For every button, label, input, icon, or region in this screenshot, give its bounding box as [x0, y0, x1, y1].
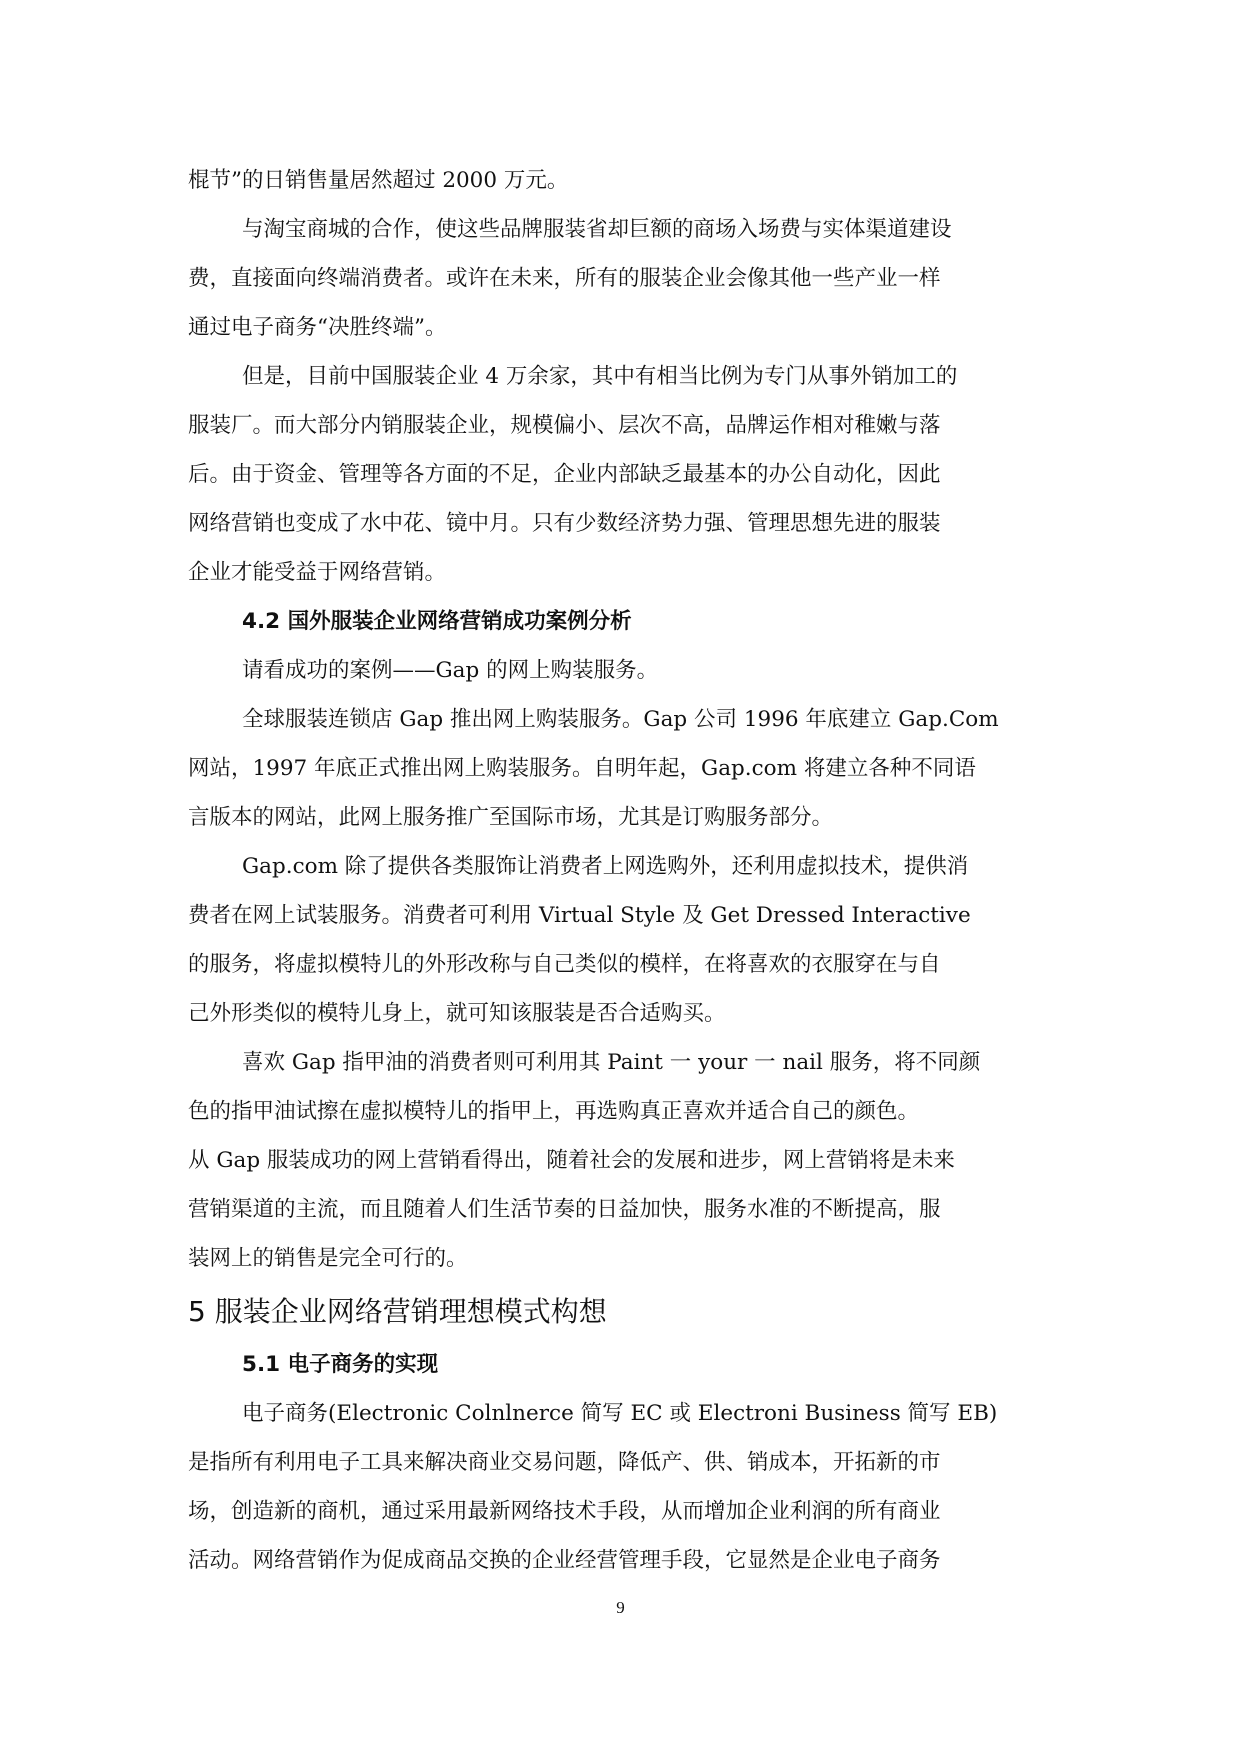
paragraph	[188, 352, 1072, 597]
paragraph	[188, 205, 1072, 352]
text-line: 电子商务(Electronic Colnlnerce 简写 EC 或 Electroni Business 简写 EB)	[242, 1401, 998, 1426]
text-line: 活动。网络营销作为促成商品交换的企业经营管理手段，它显然是企业电子商务	[188, 1548, 941, 1573]
paragraph	[188, 1038, 1072, 1283]
text-line: 营销渠道的主流，而且随着人们生活节奏的日益加快，服务水准的不断提高，服	[188, 1197, 941, 1222]
text-line: 服装厂。而大部分内销服装企业，规模偏小、层次不高，品牌运作相对稚嫩与落	[188, 413, 941, 438]
paragraph	[188, 646, 1072, 695]
text-line: 全球服装连锁店 Gap 推出网上购装服务。Gap 公司 1996 年底建立 Gap.Com	[242, 707, 999, 732]
section-heading: 5.1 电子商务的实现	[242, 1352, 439, 1377]
text-line: 网络营销也变成了水中花、镜中月。只有少数经济势力强、管理思想先进的服装	[188, 511, 941, 536]
paragraph	[188, 156, 1072, 205]
text-line: 的服务，将虚拟模特儿的外形改称与自己类似的模样，在将喜欢的衣服穿在与自	[188, 952, 941, 977]
text-line: 装网上的销售是完全可行的。	[188, 1246, 468, 1271]
text-line: 请看成功的案例——Gap 的网上购装服务。	[242, 658, 659, 683]
text-line: 企业才能受益于网络营销。	[188, 560, 447, 585]
text-line: 后。由于资金、管理等各方面的不足，企业内部缺乏最基本的办公自动化，因此	[188, 462, 941, 487]
text-line: 从 Gap 服装成功的网上营销看得出，随着社会的发展和进步，网上营销将是未来	[188, 1148, 955, 1173]
text-line: 是指所有利用电子工具来解决商业交易问题，降低产、供、销成本，开拓新的市	[188, 1450, 941, 1475]
text-line: Gap.com 除了提供各类服饰让消费者上网选购外，还利用虚拟技术，提供消	[242, 854, 969, 879]
text-line: 费者在网上试装服务。消费者可利用 Virtual Style 及 Get Dressed Interactive	[188, 903, 971, 928]
section-heading: 4.2 国外服装企业网络营销成功案例分析	[242, 609, 632, 634]
document-body	[188, 156, 1072, 1585]
text-line: 与淘宝商城的合作，使这些品牌服装省却巨额的商场入场费与实体渠道建设	[242, 217, 952, 242]
text-line: 棍节”的日销售量居然超过 2000 万元。	[188, 168, 569, 193]
text-line: 网站，1997 年底正式推出网上购装服务。自明年起，Gap.com 将建立各种不同语	[188, 756, 976, 781]
text-line: 费，直接面向终端消费者。或许在未来，所有的服装企业会像其他一些产业一样	[188, 266, 941, 291]
text-line: 己外形类似的模特儿身上，就可知该服装是否合适购买。	[188, 1001, 726, 1026]
text-line: 场，创造新的商机，通过采用最新网络技术手段，从而增加企业利润的所有商业	[188, 1499, 941, 1524]
text-line: 喜欢 Gap 指甲油的消费者则可利用其 Paint 一 your 一 nail 服务，将不同颜	[242, 1050, 981, 1075]
paragraph	[188, 695, 1072, 842]
text-line: 言版本的网站，此网上服务推广至国际市场，尤其是订购服务部分。	[188, 805, 834, 830]
paragraph	[188, 842, 1072, 1038]
chapter-heading: 5 服装企业网络营销理想模式构想	[188, 1295, 607, 1328]
text-line: 但是，目前中国服装企业 4 万余家，其中有相当比例为专门从事外销加工的	[242, 364, 958, 389]
paragraph	[188, 1389, 1072, 1585]
page-number: 9	[616, 1598, 625, 1617]
text-line: 色的指甲油试擦在虚拟模特儿的指甲上，再选购真正喜欢并适合自己的颜色。	[188, 1099, 920, 1124]
text-line: 通过电子商务“决胜终端”。	[188, 315, 447, 340]
